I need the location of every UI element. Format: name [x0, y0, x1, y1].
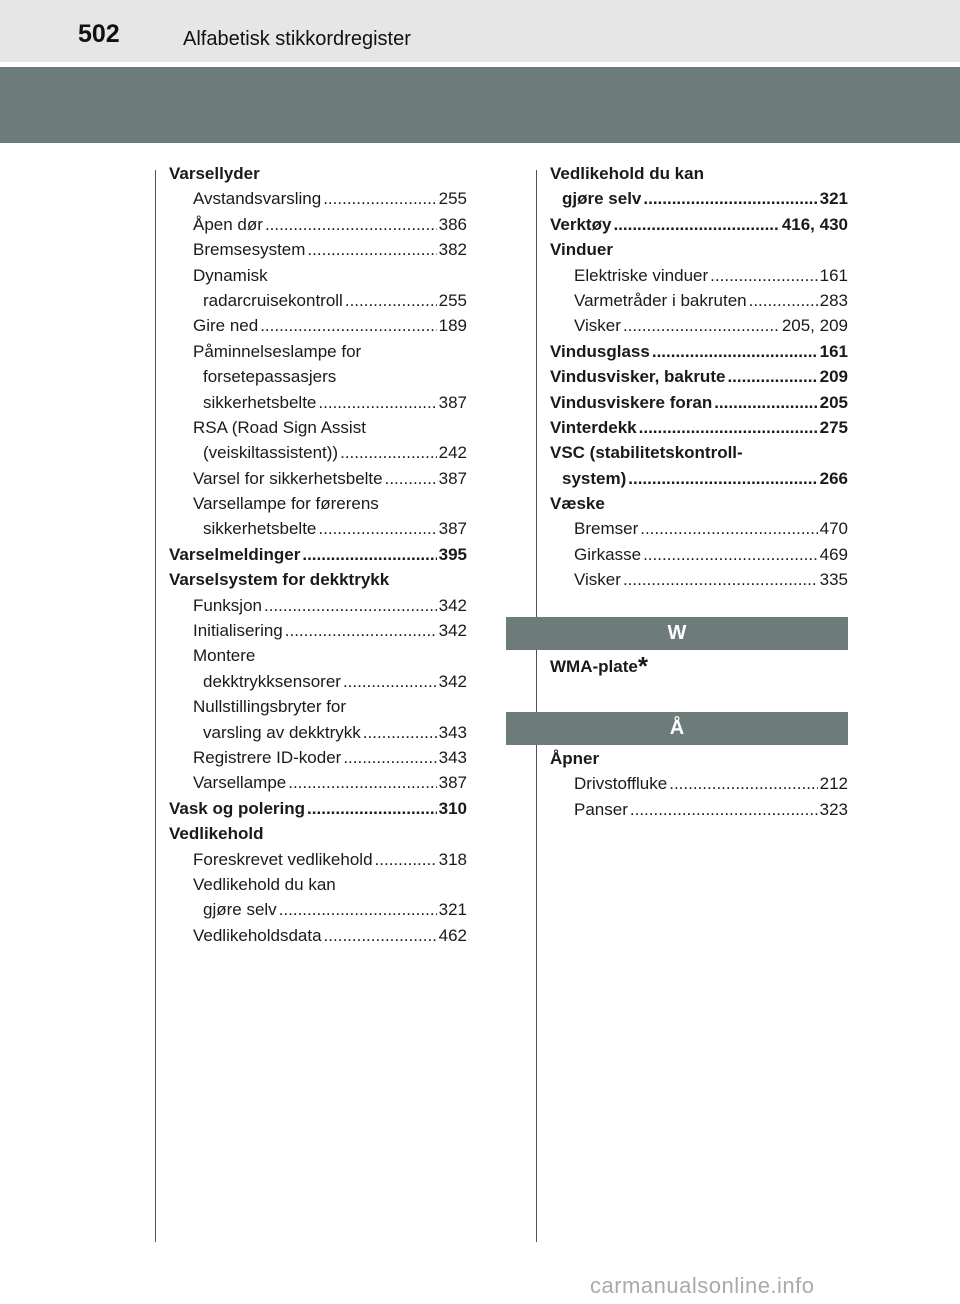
index-term: Varsellyder — [169, 164, 260, 183]
page-reference: 255 — [438, 189, 467, 209]
page-reference: 335 — [819, 570, 848, 590]
index-entry — [169, 440, 467, 465]
dot-leader — [265, 212, 437, 237]
index-term: varsling av dekktrykk — [203, 722, 361, 742]
dot-leader — [343, 669, 437, 694]
index-entry — [550, 339, 848, 364]
page-reference: 310 — [438, 798, 467, 818]
page-reference: 209 — [819, 367, 848, 387]
dot-leader — [345, 288, 437, 313]
dot-leader — [340, 440, 437, 465]
page-reference: 386 — [438, 214, 467, 234]
dot-leader — [279, 897, 437, 922]
page-reference: 323 — [819, 799, 848, 819]
running-header-title: Alfabetisk stikkordregister — [183, 28, 411, 50]
index-term: Vindusvisker, bakrute — [550, 367, 726, 387]
dot-leader — [628, 466, 817, 491]
index-term: Gire ned — [193, 316, 259, 336]
page-reference: 342 — [438, 671, 467, 691]
index-entry — [550, 415, 848, 440]
index-entry — [550, 542, 848, 567]
index-term: Dynamisk — [193, 265, 268, 285]
dot-leader — [288, 770, 436, 795]
index-term: RSA (Road Sign Assist — [193, 417, 366, 437]
index-term: system) — [562, 468, 627, 488]
page-reference: 205, 209 — [781, 316, 848, 336]
index-term: Varsellampe for førerens — [193, 494, 379, 514]
index-entry — [550, 797, 848, 822]
page-reference: 343 — [438, 747, 467, 767]
dot-leader — [363, 720, 437, 745]
index-entry — [169, 466, 467, 491]
dot-leader — [260, 313, 436, 338]
index-entry — [169, 364, 467, 389]
index-term: Vinterdekk — [550, 417, 637, 437]
index-term: gjøre selv — [562, 189, 642, 209]
index-term: Vedlikehold — [169, 824, 264, 844]
left-column-rule — [155, 170, 156, 1242]
header-band — [0, 67, 960, 143]
index-entry — [169, 161, 467, 186]
page-reference: 283 — [819, 290, 848, 310]
dot-leader — [652, 339, 818, 364]
index-entry — [169, 263, 467, 288]
index-entry — [550, 263, 848, 288]
index-term: Vedlikeholdsdata — [193, 925, 322, 945]
index-entry — [169, 212, 467, 237]
index-entry — [550, 313, 848, 338]
right-column-rule — [536, 170, 537, 1242]
index-entry — [550, 746, 848, 771]
dot-leader — [630, 797, 818, 822]
dot-leader — [318, 516, 436, 541]
index-term: Bremsesystem — [193, 240, 306, 260]
index-term: forsetepassasjers — [203, 367, 337, 387]
index-entry — [169, 390, 467, 415]
dot-leader — [640, 516, 817, 541]
index-entry — [169, 770, 467, 795]
index-term: radarcruisekontroll — [203, 290, 343, 310]
index-entry — [169, 694, 467, 719]
index-entry — [169, 567, 467, 592]
index-term: Påminnelseslampe for — [193, 341, 362, 361]
index-term: Verktøy — [550, 214, 612, 234]
dot-leader — [749, 288, 818, 313]
index-term: Visker — [574, 316, 621, 336]
index-entry — [169, 618, 467, 643]
dot-leader — [375, 847, 437, 872]
index-entry — [550, 288, 848, 313]
dot-leader — [318, 390, 436, 415]
index-entry — [550, 186, 848, 211]
index-entry — [550, 237, 848, 262]
index-term: Elektriske vinduer — [574, 265, 709, 285]
page-reference: 342 — [438, 621, 467, 641]
page-reference: 343 — [438, 722, 467, 742]
dot-leader — [307, 237, 436, 262]
index-column-left — [169, 161, 467, 948]
top-header-bar — [0, 0, 960, 62]
page-reference: 387 — [438, 392, 467, 412]
dot-leader — [623, 313, 780, 338]
index-term: sikkerhetsbelte — [203, 519, 317, 539]
index-entry — [169, 847, 467, 872]
index-term: Varsellampe — [193, 773, 287, 793]
index-term: Foreskrevet vedlikehold — [193, 849, 373, 869]
dot-leader — [385, 466, 437, 491]
index-entry — [169, 745, 467, 770]
index-entry — [169, 313, 467, 338]
index-entry — [169, 237, 467, 262]
dot-leader — [643, 542, 818, 567]
page-reference: 321 — [438, 900, 467, 920]
index-term: Åpner — [550, 749, 600, 768]
index-term: Avstandsvarsling — [193, 189, 322, 209]
index-entry — [550, 466, 848, 491]
index-term: Initialisering — [193, 621, 283, 641]
dot-leader — [302, 542, 436, 567]
page-reference: 161 — [819, 265, 848, 285]
page-reference: 255 — [438, 290, 467, 310]
index-term: Nullstillingsbryter for — [193, 697, 347, 717]
dot-leader — [623, 567, 818, 592]
index-term: Montere — [193, 646, 256, 666]
page-reference: 382 — [438, 240, 467, 260]
index-entry — [169, 720, 467, 745]
index-term: dekktrykksensorer — [203, 671, 341, 691]
page-number: 502 — [78, 20, 120, 48]
index-term: sikkerhetsbelte — [203, 392, 317, 412]
index-entry — [169, 186, 467, 211]
index-entry — [169, 821, 467, 846]
index-term: Åpen dør — [193, 214, 263, 234]
index-term: Vedlikehold du kan — [193, 874, 336, 894]
dot-leader — [323, 186, 436, 211]
index-term: Varsel for sikkerhetsbelte — [193, 468, 383, 488]
index-term: Vindusviskere foran — [550, 392, 713, 412]
watermark: carmanualsonline.info — [590, 1273, 815, 1298]
page-reference: 387 — [438, 519, 467, 539]
page-reference: 387 — [438, 468, 467, 488]
page-reference: 469 — [819, 544, 848, 564]
index-term: Drivstoffluke — [574, 774, 668, 794]
dot-leader — [710, 263, 817, 288]
index-term: gjøre selv — [203, 900, 277, 920]
index-term: Vask og polering — [169, 798, 306, 818]
page-reference: 242 — [438, 443, 467, 463]
dot-leader — [264, 593, 437, 618]
index-entry — [169, 516, 467, 541]
dot-leader — [669, 771, 817, 796]
section-header-aa: Å — [506, 712, 848, 745]
page-reference: 387 — [438, 773, 467, 793]
dot-leader — [727, 364, 817, 389]
index-entry — [169, 339, 467, 364]
index-term: Vedlikehold du kan — [550, 164, 704, 183]
section-header-w: W — [506, 617, 848, 650]
index-term: Funksjon — [193, 595, 262, 615]
index-entry — [169, 669, 467, 694]
index-column-aa — [550, 746, 848, 822]
index-entry — [169, 643, 467, 668]
dot-leader — [324, 923, 437, 948]
page-reference: 161 — [819, 341, 848, 361]
page-reference: 205 — [819, 392, 848, 412]
page-reference: 266 — [819, 468, 848, 488]
index-entry — [550, 364, 848, 389]
index-entry — [169, 872, 467, 897]
footnote-asterisk: * — [637, 651, 648, 681]
index-term: Varselsystem for dekktrykk — [169, 570, 390, 590]
page-reference: 462 — [438, 925, 467, 945]
index-entry — [550, 212, 848, 237]
page-reference: 189 — [438, 316, 467, 336]
index-entry — [550, 390, 848, 415]
dot-leader — [343, 745, 436, 770]
index-term: (veiskiltassistent)) — [203, 443, 339, 463]
dot-leader — [639, 415, 818, 440]
index-entry — [169, 796, 467, 821]
index-entry — [169, 923, 467, 948]
index-entry — [169, 415, 467, 440]
index-entry — [169, 897, 467, 922]
wma-label: WMA-plate — [550, 657, 638, 676]
index-entry — [550, 440, 848, 465]
index-entry — [169, 542, 467, 567]
index-entry — [550, 161, 848, 186]
index-term: VSC (stabilitetskontroll- — [550, 443, 743, 463]
index-term: Bremser — [574, 519, 639, 539]
index-term: Visker — [574, 570, 621, 590]
dot-leader — [714, 390, 817, 415]
page-reference: 470 — [819, 519, 848, 539]
index-term: Væske — [550, 494, 605, 514]
page-reference: 212 — [819, 774, 848, 794]
index-term: Girkasse — [574, 544, 642, 564]
index-term: Panser — [574, 799, 628, 819]
index-entry — [550, 516, 848, 541]
index-column-right — [550, 161, 848, 593]
index-term: Vinduer — [550, 240, 613, 260]
dot-leader — [613, 212, 779, 237]
index-entry-wma-plate — [550, 651, 648, 683]
dot-leader — [285, 618, 437, 643]
index-term: Registrere ID-koder — [193, 747, 342, 767]
index-entry — [169, 593, 467, 618]
index-term: Vindusglass — [550, 341, 650, 361]
page-reference: 321 — [819, 189, 848, 209]
index-term: Varmetråder i bakruten — [574, 290, 747, 310]
index-entry — [169, 288, 467, 313]
page-reference: 395 — [438, 544, 467, 564]
index-entry — [169, 491, 467, 516]
dot-leader — [307, 796, 437, 821]
page-reference: 318 — [438, 849, 467, 869]
index-term: Varselmeldinger — [169, 544, 301, 564]
page-reference: 416, 430 — [781, 214, 848, 234]
index-entry — [550, 771, 848, 796]
dot-leader — [643, 186, 817, 211]
index-entry — [550, 567, 848, 592]
page-reference: 342 — [438, 595, 467, 615]
index-entry — [550, 491, 848, 516]
page-reference: 275 — [819, 417, 848, 437]
